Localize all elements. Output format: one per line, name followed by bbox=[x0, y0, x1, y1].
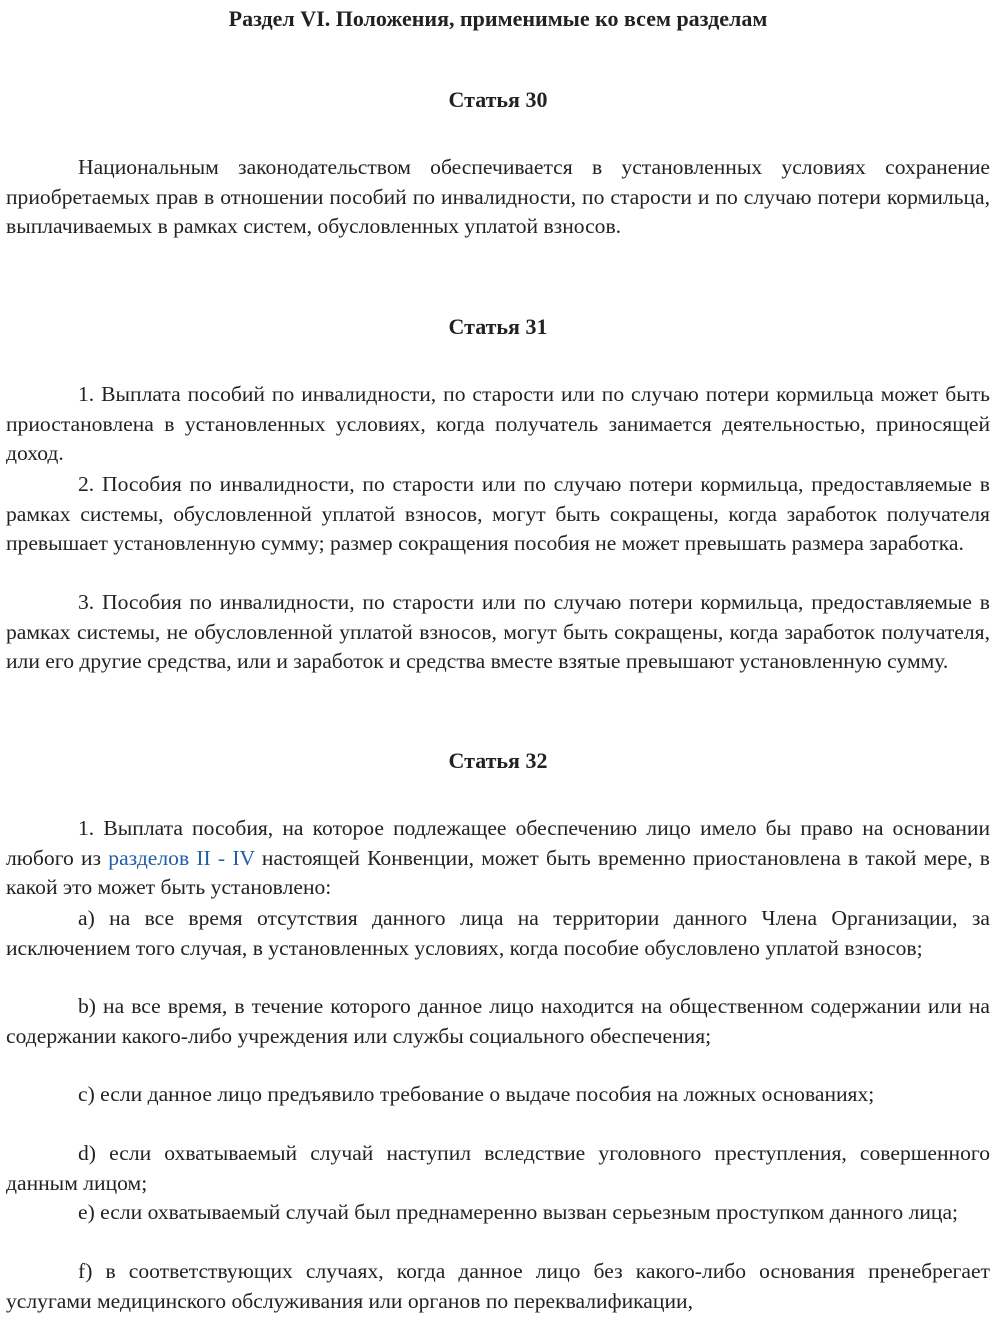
article-32-title: Статья 32 bbox=[448, 748, 548, 773]
article-32-item-a: a) на все время отсутствия данного лица на территории данного Члена Организации, за исключением того случая, в установленных условиях, когда пособие обусловлено уплатой взносов; bbox=[6, 906, 990, 960]
article-32-item-e: e) если охватываемый случай был преднамеренно вызван серьезным проступком данного лица; bbox=[78, 1200, 959, 1224]
article-30-title: Статья 30 bbox=[448, 87, 548, 112]
article-32-item-b: b) на все время, в течение которого данное лицо находится на общественном содержании или на содержании какого-либо учреждения или службы социального обеспечения; bbox=[6, 994, 990, 1048]
article-32-p1-end: настоящей Конвенции, может быть временно приостановлена в такой мере, в какой это может быть установлено: bbox=[6, 845, 991, 900]
article-32-item-c: c) если данное лицо предъявило требование о выдаче пособия на ложных основаниях; bbox=[78, 1082, 875, 1106]
article-32-p1-start: 1. Выплата пособия, на которое подлежащее обеспечению лицо имело бы право на основании любого из bbox=[6, 816, 990, 870]
section-title: Раздел VI. Положения, применимые ко всем разделам bbox=[228, 6, 768, 31]
article-32-item-f: f) в соответствующих случаях, когда данное лицо без какого-либо основания пренебрегает услугами медицинского обслуживания или органов по переквалификации, bbox=[6, 1259, 990, 1313]
article-30-text: Национальным законодательством обеспечивается в установленных условиях сохранение приобретаемых прав в отношении пособий по инвалидности, по старости и по случаю потери кормильца, выплачиваемых в рамках систем, обусловленных уплатой взносов. bbox=[6, 155, 990, 239]
article-31-title: Статья 31 bbox=[448, 314, 548, 339]
article-31-paragraph-2: 2. Пособия по инвалидности, по старости или по случаю потери кормильца, предоставляемые в рамках системы, обусловленной уплатой взносов, могут быть сокращены, когда заработок получателя превышает установленную сумму; размер сокращения пособия не может превышать размера заработка. bbox=[6, 472, 990, 556]
article-32-paragraph-1 bbox=[6, 814, 990, 903]
article-32-item-d: d) если охватываемый случай наступил вследствие уголовного преступления, совершенного данным лицом; bbox=[6, 1141, 990, 1195]
sections-link[interactable]: разделов II - IV bbox=[108, 845, 255, 870]
article-31-paragraph-3: 3. Пособия по инвалидности, по старости или по случаю потери кормильца, предоставляемые в рамках системы, не обусловленной уплатой взносов, могут быть сокращены, когда заработок получателя, или его другие средства, или и заработок и средства вместе взятые превышают установленную сумму. bbox=[6, 590, 990, 674]
article-31-paragraph-1: 1. Выплата пособий по инвалидности, по старости или по случаю потери кормильца может быть приостановлена в установленных условиях, когда получатель занимается деятельностью, приносящей доход. bbox=[6, 382, 990, 466]
